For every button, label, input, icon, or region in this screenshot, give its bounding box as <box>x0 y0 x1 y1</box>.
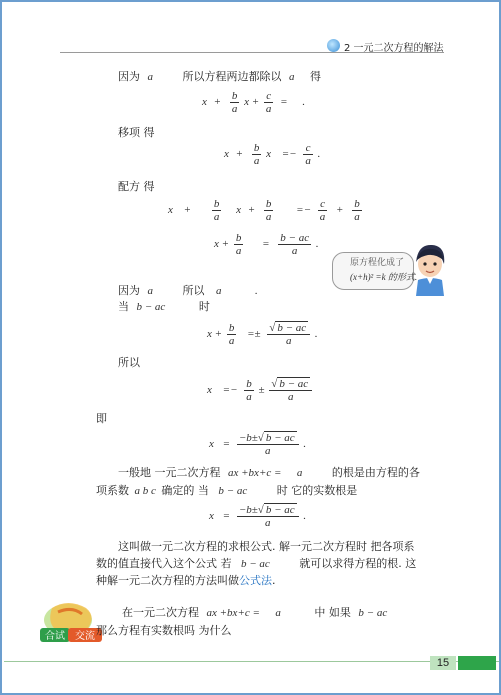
math: = <box>280 96 288 109</box>
page-number: 15 <box>430 656 456 670</box>
text-line <box>122 604 387 620</box>
math: . <box>315 238 319 251</box>
text-line: 所以 <box>118 356 140 369</box>
math: . <box>303 438 307 451</box>
text-line <box>118 68 321 84</box>
math: = <box>222 510 231 523</box>
text: 项系数 <box>96 484 129 497</box>
math: x <box>202 96 207 109</box>
math: =± <box>247 328 261 341</box>
math-var: a <box>216 285 222 297</box>
math: . <box>303 510 307 523</box>
math: x <box>214 238 219 251</box>
math: + <box>247 204 256 217</box>
footer-green-bar <box>458 656 496 670</box>
fraction: $\frac{b}{a}$ <box>228 322 235 347</box>
math: b − ac <box>218 485 248 497</box>
equation-7 <box>209 504 306 529</box>
math-var: a <box>275 607 281 619</box>
math: + <box>221 238 230 251</box>
equation-3a <box>168 198 364 223</box>
section-globe-icon <box>327 39 340 52</box>
math: =− <box>281 148 297 161</box>
text-line <box>118 282 258 298</box>
fraction: $\frac{-b\pm√ b - ac}{a}$ <box>237 504 299 529</box>
fraction: $\frac{√ b - ac}{a}$ <box>269 378 312 403</box>
math: =− <box>296 204 312 217</box>
text-line <box>118 298 210 314</box>
running-header: 2 一元二次方程的解法 <box>344 43 444 54</box>
text: 就可以求得方程的根. 这 <box>299 557 417 570</box>
fraction: $\frac{b}{a}$ <box>253 142 260 167</box>
math: x <box>236 204 241 217</box>
math: = <box>262 238 270 251</box>
boy-illustration-icon <box>410 240 450 296</box>
equation-6 <box>209 432 306 457</box>
text: 因为 <box>118 284 140 297</box>
equation-3b <box>214 232 319 257</box>
math: + <box>235 148 244 161</box>
math: + <box>336 204 344 217</box>
fraction: $\frac{b}{a}$ <box>354 198 360 223</box>
text: 数的值直接代入这个公式 若 <box>96 557 232 570</box>
text: 时 <box>198 300 210 313</box>
footer-rule <box>4 661 499 662</box>
math: + <box>213 96 222 109</box>
math-var: a <box>147 285 153 297</box>
math: . <box>302 96 306 109</box>
header-rule <box>60 52 444 53</box>
bubble-line: (x+h)² =k 的形式. <box>350 272 418 282</box>
math: a b c <box>134 485 156 497</box>
text-line <box>96 482 357 498</box>
math-var: a <box>147 71 153 83</box>
text: 所以方程两边都除以 <box>182 70 282 83</box>
text-line <box>96 555 416 571</box>
text-line <box>118 464 420 480</box>
math: + <box>183 204 192 217</box>
bubble-line: 原方程化成了 <box>350 258 405 268</box>
text: 因为 <box>118 70 140 83</box>
math: . <box>255 285 258 297</box>
math: + <box>214 328 223 341</box>
text: 时 它的实数根是 <box>276 484 358 497</box>
math: . <box>314 328 318 341</box>
equation-1 <box>202 90 305 115</box>
text: 种解一元二次方程的方法叫做 <box>96 574 239 587</box>
text-line: 那么方程有实数根吗 为什么 <box>96 624 232 637</box>
text: 得 <box>310 70 321 83</box>
text: . <box>272 574 276 587</box>
math: b − ac <box>136 301 166 313</box>
fraction: $\frac{√ b - ac}{a}$ <box>267 322 310 347</box>
text-line <box>96 572 276 588</box>
bubble-text <box>350 256 417 284</box>
fraction: $\frac{b}{a}$ <box>265 198 272 223</box>
text: 在一元二次方程 <box>122 606 199 619</box>
text-line: 移项 得 <box>118 126 155 139</box>
math: ± <box>258 384 265 397</box>
badge-label: 合试 <box>45 631 65 642</box>
math: =− <box>222 384 238 397</box>
term-formula-method: 公式法 <box>239 574 272 587</box>
fraction: $\frac{c}{a}$ <box>319 198 326 223</box>
math: x <box>207 384 212 397</box>
equation-4 <box>207 322 318 347</box>
text: 当 <box>118 300 129 313</box>
math-var: a <box>296 467 303 479</box>
fraction: $\frac{b}{a}$ <box>213 198 220 223</box>
text-line: 即 <box>96 412 107 425</box>
equation-2 <box>224 142 320 167</box>
math: x <box>209 438 214 451</box>
equation-5 <box>207 378 314 403</box>
fraction: $\frac{c}{a}$ <box>265 90 272 115</box>
fraction: $\frac{-b\pm√ b - ac}{a}$ <box>237 432 299 457</box>
text-line: 配方 得 <box>118 180 155 193</box>
math: = <box>222 438 231 451</box>
math: x <box>168 204 173 217</box>
math: x <box>209 510 214 523</box>
fraction: $\frac{b}{a}$ <box>231 90 238 115</box>
text-line: 这叫做一元二次方程的求根公式. 解一元二次方程时 把各项系 <box>118 540 415 553</box>
math: x <box>207 328 212 341</box>
text: 确定的 当 <box>161 484 209 497</box>
math: x <box>266 148 271 161</box>
math: b − ac <box>241 558 270 570</box>
text: 中 如果 <box>314 606 351 619</box>
fraction: $\frac{b}{a}$ <box>235 232 242 257</box>
math-var: a <box>289 71 295 83</box>
math: x <box>244 96 249 109</box>
text: 所以 <box>182 284 205 297</box>
try-exchange-badge-icon <box>38 600 104 644</box>
text: 一般地 一元二次方程 <box>118 466 221 479</box>
math: . <box>317 148 321 161</box>
math: x <box>224 148 229 161</box>
fraction: $\frac{b - ac}{a}$ <box>280 232 310 257</box>
fraction: $\frac{c}{a}$ <box>305 142 311 167</box>
math: b − ac <box>358 607 388 619</box>
text: 的根是由方程的各 <box>331 466 420 479</box>
fraction: $\frac{b}{a}$ <box>246 378 252 403</box>
math: + <box>251 96 260 109</box>
math: ax +bx+c = <box>206 607 260 619</box>
math: ax +bx+c = <box>228 467 282 479</box>
badge-label: 交流 <box>75 631 95 642</box>
